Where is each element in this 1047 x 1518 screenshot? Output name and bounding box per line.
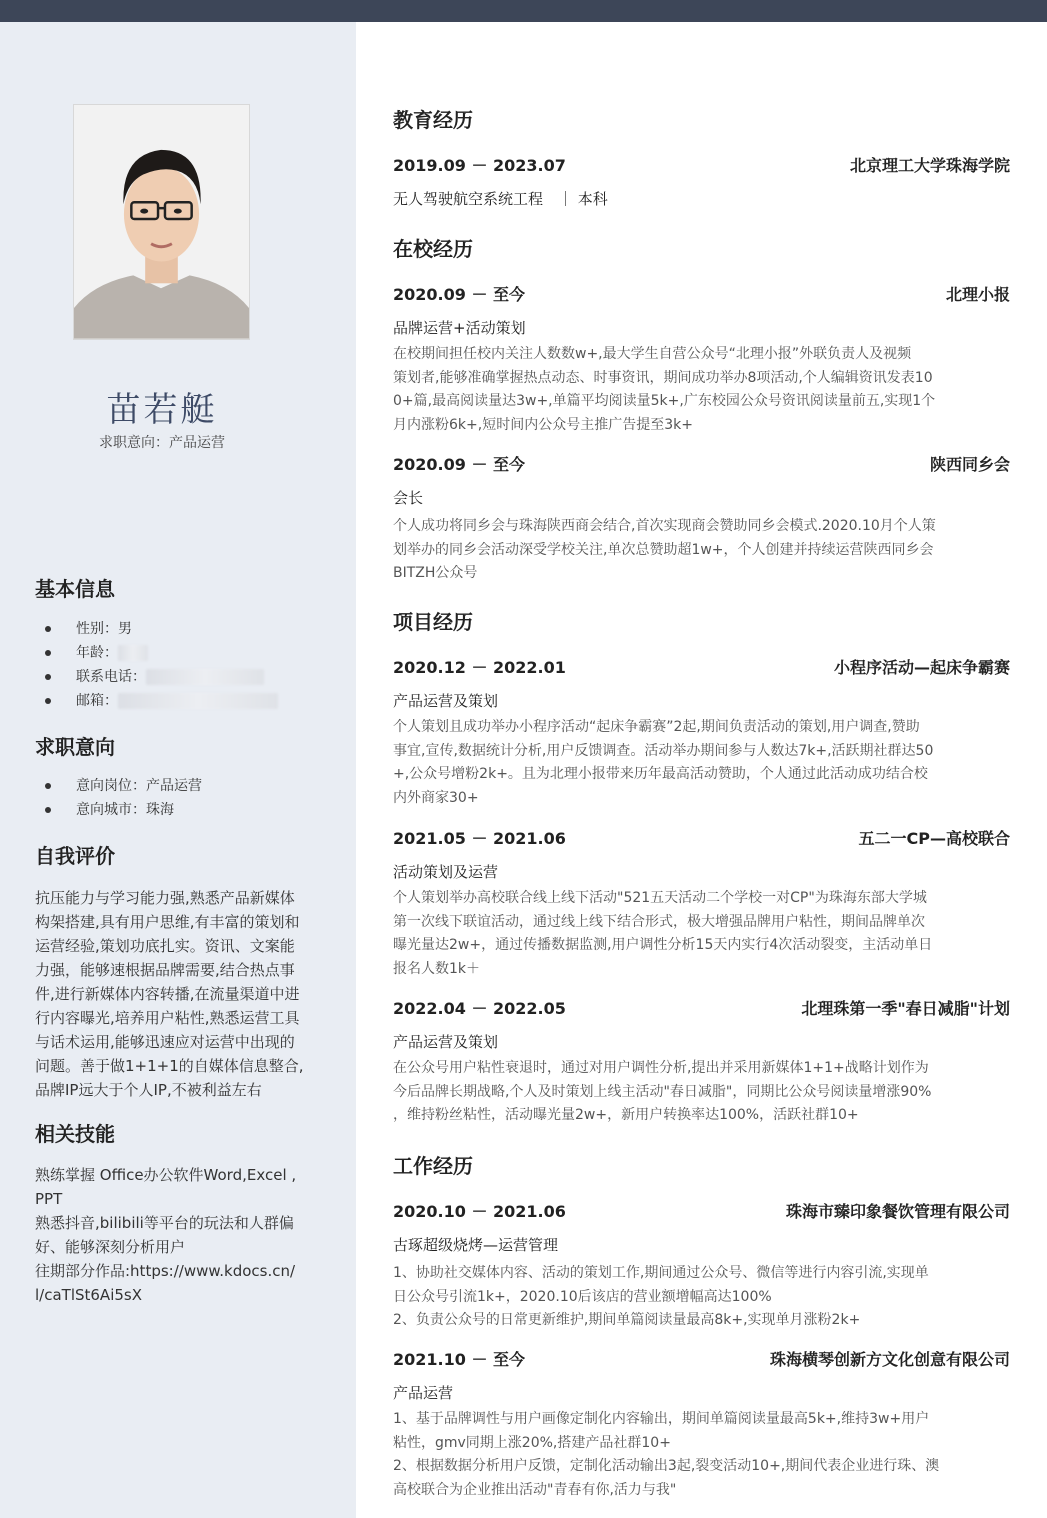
text-line: 日公众号引流1k+，2020.10后该店的营业额增幅高达100% <box>393 1288 772 1305</box>
entry-role: 产品运营及策划 <box>393 1033 499 1051</box>
education-entry-header <box>393 153 1010 177</box>
entry-header <box>393 1199 1010 1223</box>
entry-org: 珠海横琴创新方文化创意有限公司 <box>769 1350 1010 1369</box>
text-line: 熟练掌握 Office办公软件Word,Excel , <box>35 1166 297 1184</box>
text-line: 力强，能够速根据品牌需要,结合热点事 <box>35 961 295 979</box>
text-line: 个人策划且成功举办小程序活动“起床争霸赛”2起,期间负责活动的策划,用户调查,赞助 <box>393 719 920 735</box>
redacted-phone <box>146 669 264 685</box>
text-line: PPT <box>35 1190 63 1208</box>
entry-org: 北理珠第一季"春日减脂"计划 <box>801 999 1010 1018</box>
text-line: 事宜,宣传,数据统计分析,用户反馈调查。活动举办期间参与人数达7k+,活跃期社群达50 <box>393 742 934 759</box>
entry-description <box>393 1262 1010 1333</box>
text-line: ，维持粉丝粘性，活动曝光量2w+，新用户转换率达100%，活跃社群10+ <box>393 1107 859 1123</box>
text-line: 0+篇,最高阅读量达3w+,单篇平均阅读量5k+,广东校园公众号资讯阅读量前五,实现1个 <box>393 393 936 409</box>
bullet-icon <box>45 698 51 704</box>
top-bar <box>0 0 1047 22</box>
entry-role: 古琢超级烧烤—运营管理 <box>393 1236 559 1254</box>
entry-date: 2021.05 － 2021.06 <box>393 829 566 848</box>
entry-org: 珠海市臻印象餐饮管理有限公司 <box>785 1202 1010 1221</box>
job-intent-summary: 求职意向：产品运营 <box>99 435 225 451</box>
main-content <box>356 22 1047 1518</box>
entry-org: 北理小报 <box>945 285 1010 304</box>
entry-role: 会长 <box>393 489 424 507</box>
bullet-icon <box>45 626 51 632</box>
sidebar <box>0 22 356 1518</box>
text-line: 2、根据数据分析用户反馈，定制化活动输出3起,裂变活动10+,期间代表企业进行珠、澳 <box>393 1458 940 1474</box>
candidate-name: 苗若艇 <box>106 390 218 430</box>
text-line: 在校期间担任校内关注人数数w+,最大学生自营公众号“北理小报”外联负责人及视频 <box>393 346 912 362</box>
entry-description <box>393 716 1010 810</box>
entry-date: 2019.09 － 2023.07 <box>393 156 566 175</box>
text-line: 月内涨粉6k+,短时间内公众号主推广告提至3k+ <box>393 416 693 433</box>
redacted-age <box>118 645 148 661</box>
entry-description <box>393 515 1010 586</box>
entry-role: 品牌运营+活动策划 <box>393 319 526 337</box>
text-line: 个人策划举办高校联合线上线下活动"521五天活动二个学校一对CP"为珠海东部大学城 <box>393 890 927 906</box>
text-line: 运营经验,策划功底扎实。资讯、文案能 <box>35 937 295 955</box>
bullet-icon <box>45 674 51 680</box>
text-line: 1、协助社交媒体内容、活动的策划工作,期间通过公众号、微信等进行内容引流,实现单 <box>393 1265 929 1281</box>
text-line: 内外商家30+ <box>393 789 479 806</box>
entry-header <box>393 452 1010 476</box>
text-line: 与话术运用,能够迅速应对运营中出现的 <box>35 1033 295 1051</box>
entry-header <box>393 1347 1010 1371</box>
campus-title: 在校经历 <box>393 237 473 261</box>
list-item <box>45 665 278 689</box>
entry-role: 产品运营及策划 <box>393 692 499 710</box>
text-line: 行内容曝光,培养用户粘性,熟悉运营工具 <box>35 1009 300 1027</box>
entry-description <box>393 1408 1010 1502</box>
self-eval-title: 自我评价 <box>35 844 115 868</box>
entry-date: 2020.09 － 至今 <box>393 285 526 304</box>
entry-header <box>393 282 1010 306</box>
entry-description <box>393 343 1010 437</box>
list-item <box>45 641 278 665</box>
education-title: 教育经历 <box>393 108 473 132</box>
text-line: 策划者,能够准确掌握热点动态、时事资讯，期间成功举办8项活动,个人编辑资讯发表10 <box>393 369 933 386</box>
entry-org: 小程序活动—起床争霸赛 <box>833 658 1010 677</box>
text-line: 粘性，gmv同期上涨20%,搭建产品社群10+ <box>393 1434 671 1451</box>
phone-label: 联系电话： <box>76 669 146 685</box>
text-line: 在公众号用户粘性衰退时，通过对用户调性分析,提出并采用新媒体1+1+战略计划作为 <box>393 1060 929 1076</box>
portfolio-link[interactable]: 往期部分作品:https://www.kdocs.cn/ <box>35 1262 296 1280</box>
entry-date: 2021.10 － 至今 <box>393 1350 526 1369</box>
basic-info-list <box>45 617 278 713</box>
age-label: 年龄： <box>76 645 118 661</box>
list-item <box>45 798 202 822</box>
text-line: 抗压能力与学习能力强,熟悉产品新媒体 <box>35 889 295 907</box>
email-label: 邮箱： <box>76 693 118 709</box>
text-line: BITZH公众号 <box>393 565 478 581</box>
list-item <box>45 774 202 798</box>
text-line: 品牌IP远大于个人IP,不被利益左右 <box>35 1081 262 1099</box>
education-major: 无人驾驶航空系统工程 ｜ 本科 <box>393 190 608 208</box>
basic-info-title: 基本信息 <box>35 577 115 601</box>
text-line: +,公众号增粉2k+。且为北理小报带来历年最高活动赞助，个人通过此活动成功结合校 <box>393 766 928 782</box>
entry-header <box>393 996 1010 1020</box>
entry-date: 2020.10 － 2021.06 <box>393 1202 566 1221</box>
text-line: 1、基于品牌调性与用户画像定制化内容输出，期间单篇阅读量最高5k+,维持3w+用户 <box>393 1411 930 1427</box>
entry-org: 五二一CP—高校联合 <box>858 829 1010 848</box>
list-item <box>45 617 278 641</box>
entry-header <box>393 655 1010 679</box>
entry-description <box>393 1057 1010 1128</box>
list-item <box>45 689 278 713</box>
text-line: 第一次线下联谊活动，通过线上线下结合形式，极大增强品牌用户粘性，期间品牌单次 <box>393 913 925 930</box>
skills-title: 相关技能 <box>35 1122 115 1146</box>
text-line: 2、负责公众号的日常更新维护,期间单篇阅读量最高8k+,实现单月涨粉2k+ <box>393 1312 861 1328</box>
text-line: 个人成功将同乡会与珠海陕西商会结合,首次实现商会赞助同乡会模式.2020.10月个人策 <box>393 518 936 534</box>
entry-date: 2022.04 － 2022.05 <box>393 999 566 1018</box>
text-line: 划举办的同乡会活动深受学校关注,单次总赞助超1w+，个人创建并持续运营陕西同乡会 <box>393 541 934 558</box>
gender-text: 性别：男 <box>76 621 132 637</box>
bullet-icon <box>45 807 51 813</box>
entry-date: 2020.12 － 2022.01 <box>393 658 566 677</box>
profile-photo <box>73 104 250 340</box>
text-line: 件,进行新媒体内容转播,在流量渠道中进 <box>35 985 300 1003</box>
entry-date: 2020.09 － 至今 <box>393 455 526 474</box>
job-intent-title: 求职意向 <box>35 735 115 759</box>
entry-header <box>393 826 1010 850</box>
entry-description <box>393 887 1010 981</box>
intended-position: 意向岗位：产品运营 <box>76 778 202 794</box>
text-line: 问题。善于做1+1+1的自媒体信息整合, <box>35 1057 304 1075</box>
redacted-email <box>118 693 278 709</box>
intended-city: 意向城市：珠海 <box>76 802 174 818</box>
self-eval-text <box>35 886 320 1102</box>
portfolio-link[interactable]: l/caTlSt6Ai5sX <box>35 1286 142 1304</box>
text-line: 好、能够深刻分析用户 <box>35 1238 186 1256</box>
text-line: 高校联合为企业推出活动"青春有你,活力与我" <box>393 1481 677 1498</box>
entry-role: 产品运营 <box>393 1384 454 1402</box>
bullet-icon <box>45 650 51 656</box>
text-line: 熟悉抖音,bilibili等平台的玩法和人群偏 <box>35 1214 294 1232</box>
projects-title: 项目经历 <box>393 610 473 634</box>
entry-org: 陕西同乡会 <box>929 455 1010 474</box>
entry-role: 活动策划及运营 <box>393 863 499 881</box>
skills-text <box>35 1163 320 1307</box>
text-line: 曝光量达2w+，通过传播数据监测,用户调性分析15天内实行4次活动裂变，主活动单日 <box>393 937 933 953</box>
job-intent-list <box>45 774 202 822</box>
entry-org: 北京理工大学珠海学院 <box>849 156 1010 175</box>
text-line: 报名人数1k＋ <box>393 960 481 977</box>
text-line: 构架搭建,具有用户思维,有丰富的策划和 <box>35 913 300 931</box>
text-line: 今后品牌长期战略,个人及时策划上线主活动"春日减脂"，同期比公众号阅读量增涨90% <box>393 1083 932 1100</box>
bullet-icon <box>45 783 51 789</box>
work-title: 工作经历 <box>393 1154 473 1178</box>
